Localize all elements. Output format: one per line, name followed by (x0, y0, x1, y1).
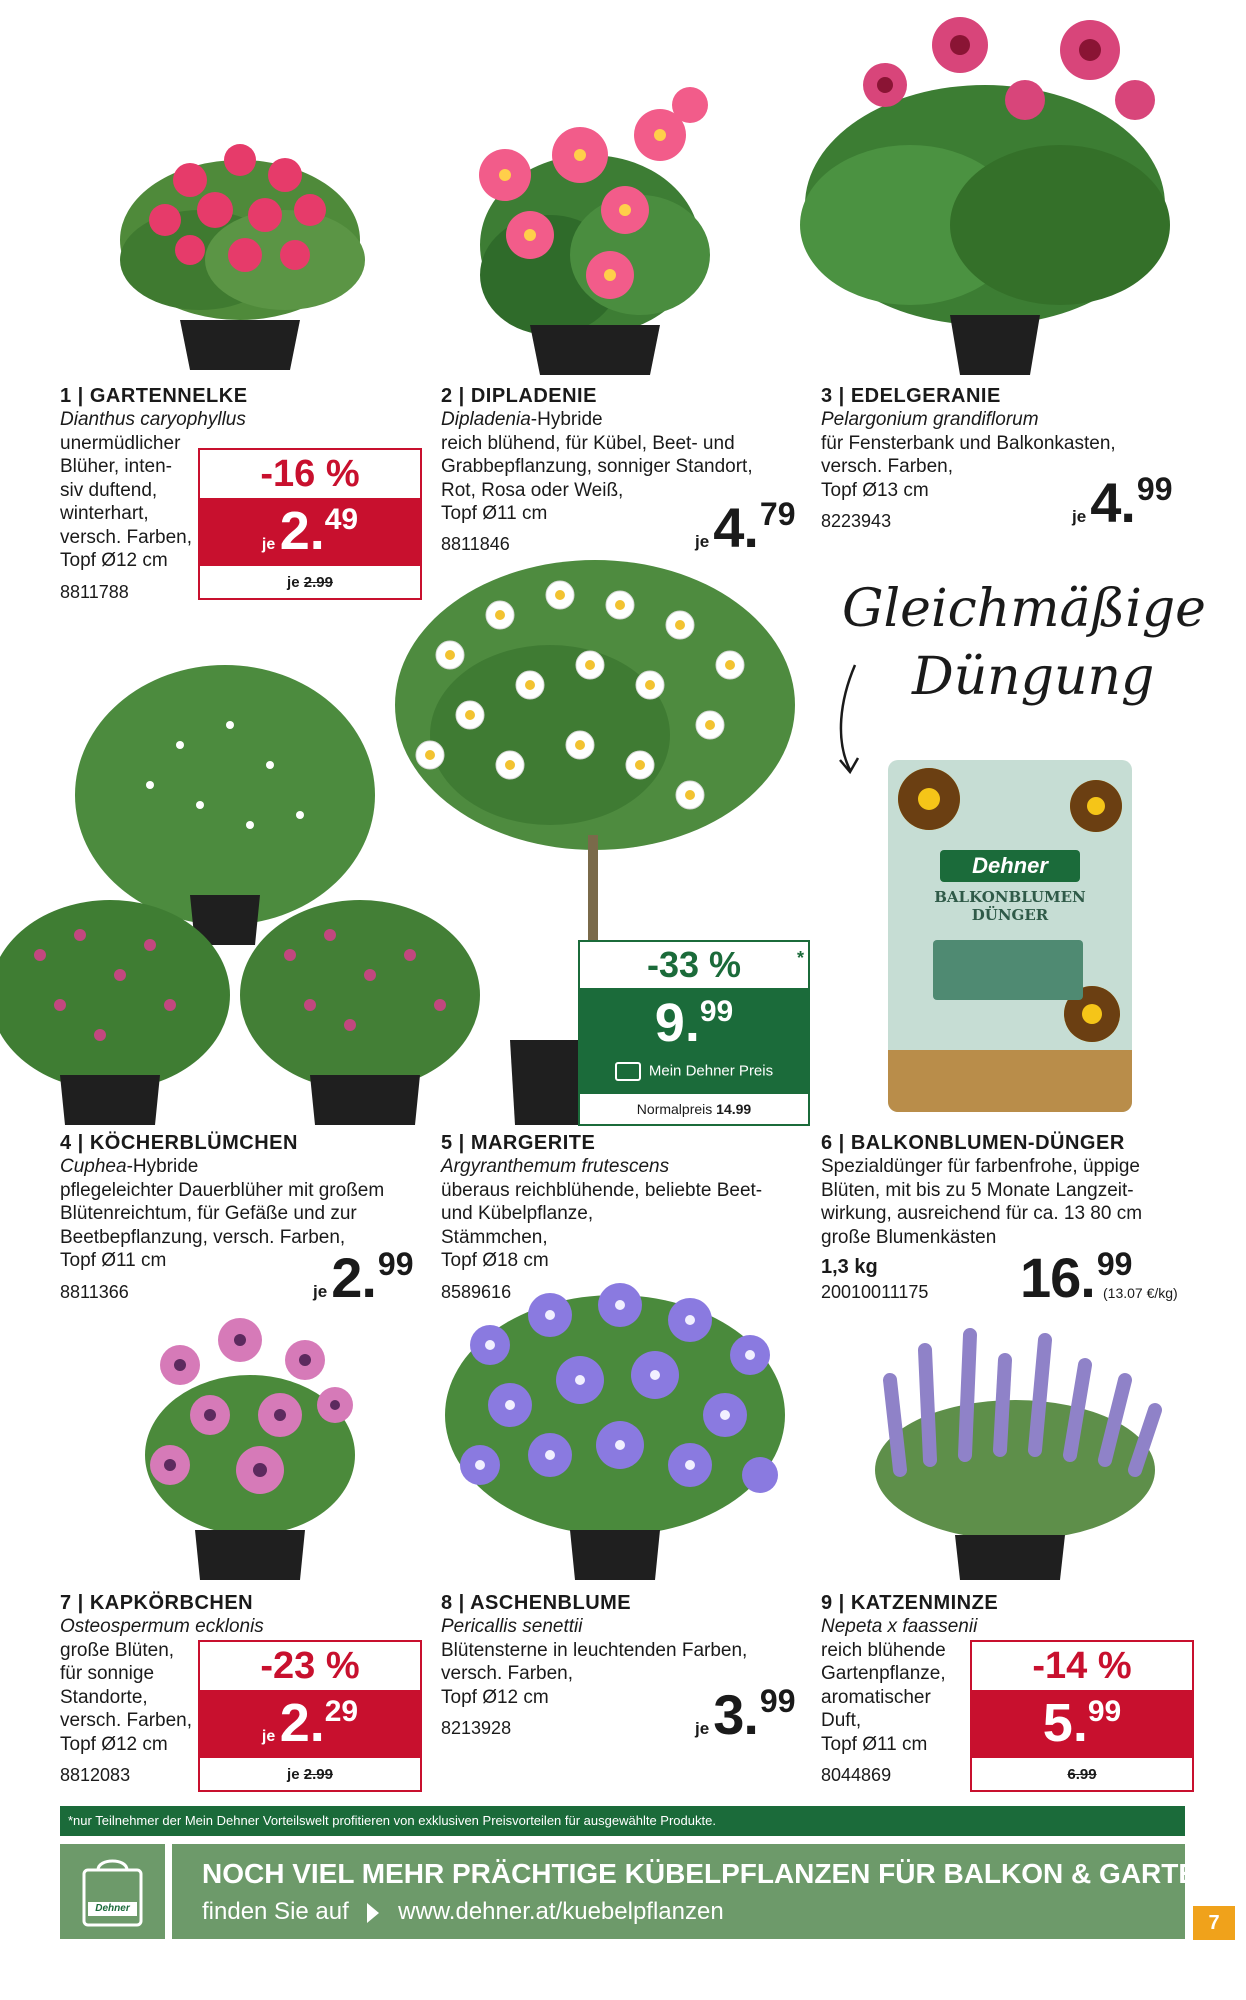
product-3-price (1072, 470, 1172, 535)
pack-label-panel (933, 940, 1083, 1000)
price-int: 2. (279, 501, 325, 561)
product-9-desc (821, 1615, 977, 1756)
gartennelke-photo (80, 120, 400, 370)
product-9-price-badge (970, 1640, 1194, 1792)
desc-line: reich blühende (821, 1639, 946, 1661)
page-number: 7 (1193, 1906, 1235, 1940)
sunflower-icon (1070, 780, 1122, 832)
desc-line: Standorte, (60, 1686, 148, 1708)
desc-line: winterhart, (60, 503, 149, 524)
callout-arrow-icon (825, 660, 875, 780)
callout-line: Düngung (912, 647, 1155, 707)
asterisk: * (796, 948, 804, 968)
discount-percent: -23 % (260, 1645, 360, 1687)
product-5-latin: Argyranthemum frutescens (441, 1156, 670, 1177)
desc-line: Topf Ø18 cm (441, 1250, 549, 1271)
old-price (200, 1760, 420, 1790)
desc-line: überaus reichblühende, beliebte Beet- (441, 1179, 763, 1201)
price-cents: 99 (377, 1246, 414, 1282)
katzenminze-photo (860, 1320, 1170, 1580)
script-callout (842, 575, 1206, 711)
price-cents: 99 (1096, 1246, 1133, 1282)
product-9-latin: Nepeta x faassenii (821, 1616, 978, 1637)
je-label: je (261, 1728, 276, 1745)
normal-price-label: Normalpreis (636, 1101, 713, 1117)
product-7-price-badge (198, 1640, 422, 1792)
product-4-price (313, 1245, 413, 1310)
je-label: je (695, 532, 710, 551)
banner-find-text: finden Sie auf (202, 1898, 349, 1925)
je-label: je (313, 1282, 328, 1301)
desc-line: Grabbepflanzung, sonniger Standort, (441, 456, 753, 477)
desc-line: Spezialdünger für farbenfrohe, üppige (821, 1156, 1141, 1177)
price-int: 9. (654, 993, 700, 1053)
desc-line: Gartenpflanze, (821, 1663, 946, 1684)
price-int: 4. (1090, 471, 1135, 534)
price-box (972, 1690, 1192, 1758)
desc-line: versch. Farben, (821, 456, 953, 477)
product-5-title: 5 | MARGERITE (441, 1132, 596, 1154)
old-price-value: 2.99 (303, 574, 333, 591)
je-label: je (287, 1766, 300, 1783)
price-int: 16. (1020, 1246, 1095, 1309)
old-price-value: 2.99 (303, 1766, 333, 1783)
price-cents: 99 (1087, 1695, 1122, 1728)
product-3-latin: Pelargonium grandiflorum (821, 409, 1039, 430)
price-int: 2. (331, 1246, 376, 1309)
desc-line: große Blumenkästen (821, 1226, 997, 1248)
desc-line: und Kübelpflanze, (441, 1203, 594, 1224)
desc-line: für sonnige (60, 1663, 155, 1684)
price-int: 4. (713, 496, 758, 559)
product-6-desc (821, 1155, 1142, 1249)
product-1-sku: 8811788 (60, 582, 129, 602)
fertilizer-pack-photo (888, 760, 1132, 1112)
price-cents: 99 (759, 1683, 796, 1719)
dipladenie-photo (460, 45, 720, 375)
kapkoerbchen-photo (130, 1305, 370, 1580)
product-7-latin: Osteospermum ecklonis (60, 1616, 264, 1637)
product-9-title: 9 | KATZENMINZE (821, 1592, 999, 1614)
product-7-sku: 8812083 (60, 1765, 131, 1785)
product-3-sku: 8223943 (821, 511, 892, 531)
normal-price-value: 14.99 (716, 1101, 752, 1117)
desc-line: Rot, Rosa oder Weiß, (441, 479, 624, 501)
product-9-sku: 8044869 (821, 1765, 892, 1785)
discount-percent: -16 % (260, 453, 360, 495)
discount-percent: -14 % (1032, 1645, 1132, 1687)
old-price (972, 1760, 1192, 1790)
product-8-sku: 8213928 (441, 1718, 512, 1738)
desc-line: Beetbepflanzung, versch. Farben, (60, 1226, 346, 1248)
price-int: 3. (713, 1683, 758, 1746)
price-cents: 99 (699, 995, 734, 1028)
price-int: 2. (279, 1693, 325, 1753)
desc-line: Blüher, inten- (60, 456, 172, 477)
desc-line: Blütenreichtum, für Gefäße und zur (60, 1203, 357, 1224)
je-label: je (287, 574, 300, 591)
desc-line: aromatischer (821, 1686, 931, 1708)
je-label: je (695, 1719, 710, 1738)
price-cents: 49 (324, 503, 359, 536)
discount-percent: -33 % (646, 944, 742, 985)
product-2-sku: 8811846 (441, 534, 510, 554)
product-4-latin: Cuphea (60, 1156, 127, 1177)
product-6-title: 6 | BALKONBLUMEN-DÜNGER (821, 1132, 1125, 1154)
price-cents: 29 (324, 1695, 359, 1728)
je-label: je (1072, 507, 1087, 526)
desc-line: Topf Ø13 cm (821, 479, 929, 501)
desc-line: wirkung, ausreichend für ca. 13 80 cm (821, 1203, 1143, 1224)
desc-line: Topf Ø12 cm (60, 550, 168, 571)
desc-line: versch. Farben, (60, 526, 192, 548)
product-5-sku: 8589616 (441, 1282, 512, 1302)
desc-line: Blüten, mit bis zu 5 Monate Langzeit- (821, 1179, 1134, 1201)
price-cents: 79 (759, 496, 796, 532)
aschenblume-photo (430, 1265, 800, 1580)
promo-banner[interactable] (172, 1844, 1218, 1939)
callout-line: Gleichmäßige (842, 579, 1206, 639)
dehner-bag-logo (60, 1844, 165, 1939)
product-8-price (695, 1682, 795, 1747)
footnote-bar (60, 1806, 1185, 1836)
product-1-title: 1 | GARTENNELKE (60, 385, 248, 407)
product-2-latin: Dipladenia (441, 409, 531, 430)
latin-suffix: -Hybride (126, 1156, 199, 1177)
bag-brand-label: Dehner (88, 1902, 137, 1916)
shopping-bag-icon (60, 1844, 165, 1939)
product-4-title: 4 | KÖCHERBLÜMCHEN (60, 1132, 298, 1154)
sunflower-icon (898, 768, 960, 830)
footnote-text: *nur Teilnehmer der Mein Dehner Vorteilswelt profitieren von exklusiven Preisvorteilen für ausgewählte Produkte. (68, 1813, 716, 1828)
desc-line: Topf Ø12 cm (60, 1733, 168, 1755)
pack-name-line-1: BALKONBLUMEN (934, 888, 1086, 906)
desc-line: Duft, (821, 1710, 862, 1731)
desc-line: große Blüten, (60, 1639, 175, 1661)
product-6-weight: 1,3 kg (821, 1256, 878, 1278)
desc-line: für Fensterbank und Balkonkasten, (821, 432, 1116, 454)
member-card-icon (615, 1062, 641, 1081)
banner-url-link[interactable]: www.dehner.at/kuebelpflanzen (398, 1898, 724, 1925)
product-8-title: 8 | ASCHENBLUME (441, 1592, 632, 1614)
desc-line: Topf Ø12 cm (441, 1686, 549, 1708)
product-2-title: 2 | DIPLADENIE (441, 385, 597, 407)
desc-line: versch. Farben, (60, 1710, 192, 1731)
desc-line: Topf Ø11 cm (821, 1733, 928, 1755)
pack-name-line-2: DÜNGER (971, 906, 1049, 924)
product-4-sku: 8811366 (60, 1282, 129, 1302)
desc-line: Topf Ø11 cm (441, 503, 548, 524)
desc-line: siv duftend, (60, 479, 158, 501)
product-7-title: 7 | KAPKÖRBCHEN (60, 1592, 254, 1614)
je-label: je (261, 536, 276, 553)
price-cents: 99 (1136, 471, 1173, 507)
product-6-unit-price: (13.07 €/kg) (1103, 1285, 1178, 1301)
old-price-value: 6.99 (1067, 1766, 1097, 1783)
dehner-logo: Dehner (940, 850, 1080, 882)
price-box (200, 1690, 420, 1758)
desc-line: Topf Ø11 cm (60, 1250, 167, 1271)
product-5-desc (441, 1155, 762, 1273)
product-3-title: 3 | EDELGERANIE (821, 385, 1001, 407)
desc-line: Stämmchen, (441, 1226, 548, 1248)
product-8-latin: Pericallis senettii (441, 1616, 583, 1637)
banner-headline: NOCH VIEL MEHR PRÄCHTIGE KÜBELPFLANZEN FÜR BALKON & GARTEN (202, 1858, 1218, 1889)
product-6-sku: 20010011175 (821, 1282, 929, 1302)
product-5-member-price-badge (578, 940, 810, 1126)
desc-line: unermüdlicher (60, 432, 181, 454)
desc-line: pflegeleichter Dauerblüher mit großem (60, 1179, 385, 1201)
desc-line: versch. Farben, (441, 1663, 573, 1684)
arrow-right-icon (367, 1903, 379, 1923)
price-int: 5. (1042, 1693, 1088, 1753)
latin-suffix: -Hybride (530, 409, 603, 430)
desc-line: Blütensterne in leuchtenden Farben, (441, 1639, 748, 1661)
edelgeranie-photo (790, 5, 1180, 375)
product-1-latin: Dianthus caryophyllus (60, 409, 246, 430)
desc-line: reich blühend, für Kübel, Beet- und (441, 432, 735, 454)
member-price-label: Mein Dehner Preis (648, 1062, 774, 1080)
